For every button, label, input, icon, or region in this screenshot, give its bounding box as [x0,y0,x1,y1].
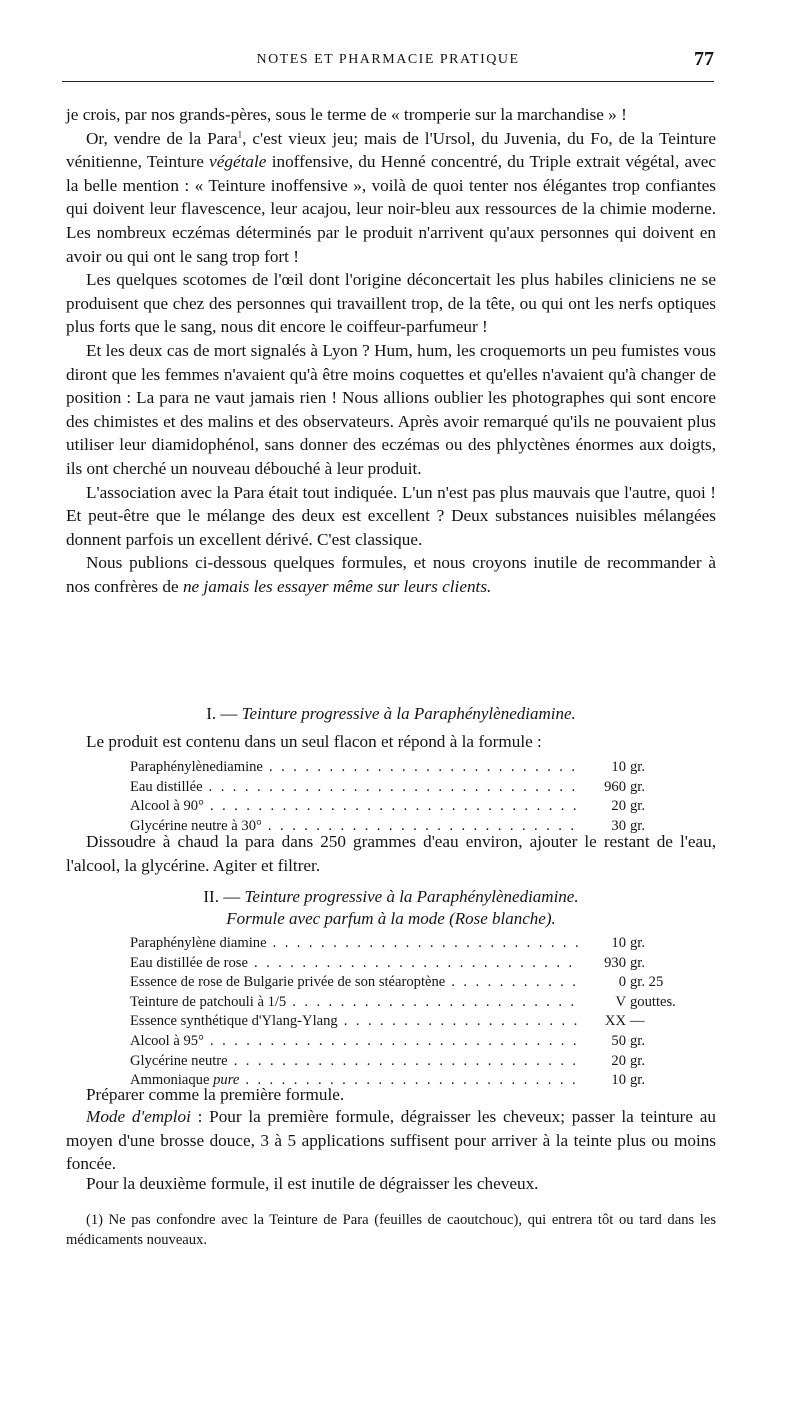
formula-1-title [66,704,716,724]
usage-paragraph [66,1105,716,1176]
ingredient-name-text: Glycérine neutre à 30° [130,817,262,834]
ingredient-name [130,934,580,954]
formula-1-table [130,758,690,836]
ingredient-row [130,993,690,1013]
ingredient-row [130,1012,690,1032]
quantity-unit: gr. [630,1032,645,1049]
quantity-unit: gr. [630,778,645,795]
quantity-value: 960 [604,778,626,795]
usage-text: : Pour la première formule, dégraisser les cheveux; passer la teinture au moyen d'une brosse douce, 3 à 5 applications suffisent pour arriver à la teinte plus ou moins foncée. [66,1107,716,1174]
ingredient-name-text: Glycérine neutre [130,1052,228,1069]
paragraph-2-emphasis: végétale [209,152,267,172]
quantity-unit: gr. [630,817,645,834]
ingredient-quantity [586,778,690,798]
quantity-value: 20 [611,1052,626,1069]
ingredient-row [130,1032,690,1052]
ingredient-name [130,1052,580,1072]
ingredient-quantity [586,758,690,778]
formula-1-intro: Le produit est contenu dans un seul flacon et répond à la formule : [86,732,542,751]
ingredient-name [130,954,580,974]
running-title: NOTES ET PHARMACIE PRATIQUE [256,52,520,67]
header-rule [62,81,714,82]
quantity-unit: gr. 25 [630,974,664,991]
ingredient-name [130,758,580,778]
ingredient-quantity [586,973,690,993]
ingredient-quantity [586,1032,690,1052]
formula-2-subtitle-rose: (Rose blanche). [449,909,556,928]
ingredient-name [130,797,580,817]
quantity-unit: gr. [630,1052,645,1069]
usage-label: Mode d'emploi [86,1107,191,1126]
quantity-value: 930 [604,954,626,971]
quantity-unit: gr. [630,935,645,951]
quantity-value: 20 [611,798,626,815]
paragraph-6 [66,551,716,598]
paragraph-1: je crois, par nos grands-pères, sous le terme de « tromperie sur la marchandise » ! [66,105,627,124]
quantity-unit: gr. [630,759,645,775]
footnote: (1) Ne pas confondre avec la Teinture de Para (feuilles de caoutchouc), qui entrera tôt ou tard dans les médicaments nouveaux. [66,1212,716,1248]
quantity-value: 50 [611,1032,626,1049]
quantity-value: V [615,993,626,1010]
quantity-unit: gr. [630,798,645,815]
ingredient-quantity [586,1012,690,1032]
formula-1-number: I. — [206,704,242,723]
quantity-value: XX [604,1013,626,1030]
ingredient-name [130,973,580,993]
ingredient-name-emphasis: pure [213,1072,240,1089]
ingredient-name-text: Eau distillée de rose [130,954,248,971]
ingredient-name-text: Eau distillée [130,778,203,795]
ingredient-quantity [586,1052,690,1072]
quantity-value: 10 [611,1072,626,1089]
paragraph-6-text: Nous publions ci-dessous quelques formules, et nous croyons inutile de recommander à nos confrères de [66,553,716,596]
formula-1-title-text: Teinture progressive à la Paraphénylènediamine. [241,704,576,723]
quantity-unit: gr. [630,954,645,971]
formula-2-instructions: Préparer comme la première formule. [86,1085,345,1104]
closing-paragraph: Pour la deuxième formule, il est inutile de dégraisser les cheveux. [86,1174,539,1193]
formula-1-instructions: Dissoudre à chaud la para dans 250 grammes d'eau environ, ajouter le restant de l'eau, l'alcool, la glycérine. Agiter et filtrer. [66,832,716,875]
ingredient-quantity [586,993,690,1013]
paragraph-2 [66,127,716,269]
body-text [66,103,716,598]
ingredient-row [130,934,690,954]
quantity-unit: gouttes. [630,993,676,1010]
formula-2-title [66,887,716,907]
paragraph-2-text-a: Or, vendre de la Para [86,128,238,148]
ingredient-row [130,954,690,974]
ingredient-name [130,993,580,1013]
ingredient-name-text: Alcool à 90° [130,798,204,815]
formula-2-table [130,934,690,1091]
quantity-value: 10 [611,935,626,951]
ingredient-quantity [586,954,690,974]
paragraph-5: L'association avec la Para était tout indiquée. L'un n'est pas plus mauvais que l'autre, quoi ! Et peut-être que le mélange des deux est excellent ? Deux substances nuisibles mélangées donnent parfois un excellent dérivé. C'est classique. [66,482,716,549]
quantity-unit: gr. [630,1072,645,1089]
paragraph-2-text-b: , c'est vieux jeu; mais de l'Ursol, du Juvenia, du Fo, de la Teinture vénitienne, Teinture [66,128,716,172]
quantity-value: 0 [618,974,626,991]
ingredient-row [130,758,690,778]
ingredient-name [130,1032,580,1052]
quantity-value: 10 [611,759,626,775]
formula-2-number: II. — [203,887,245,906]
quantity-value: 30 [611,817,626,834]
ingredient-row [130,1052,690,1072]
ingredient-name [130,778,580,798]
ingredient-row [130,973,690,993]
paragraph-2-text-c: inoffensive, du Henné concentré, du Triple extrait végétal, avec la belle mention : « Teinture inoffensive », voilà de quoi tenter nos élégantes trop confiantes qui doivent leur flavescence, leur acajou, leur noir-bleu aux ressources de la chimie moderne. Les nombreux eczémas déterminés par le produit n'arrivent qu'aux personnes qui doivent en avoir ou qui ont le sang trop fort ! [66,152,717,266]
ingredient-quantity [586,797,690,817]
ingredient-name [130,1012,580,1032]
ingredient-name-text: Essence de rose de Bulgarie privée de son stéaroptène [130,974,446,991]
ingredient-name-text: Paraphénylène diamine [130,935,267,951]
ingredient-row [130,797,690,817]
ingredient-name-text: Teinture de patchouli à 1/5 [130,993,287,1010]
formula-2-subtitle-text: Formule avec parfum à la mode [226,909,450,928]
ingredient-name-text: Paraphénylènediamine [130,759,263,775]
quantity-unit: — [630,1013,645,1030]
running-head [62,48,714,74]
ingredient-name-text: Ammoniaque [130,1072,214,1089]
page-number: 77 [694,48,714,70]
footnote-marker: 1 [237,128,243,139]
ingredient-name-text: Alcool à 95° [130,1032,204,1049]
ingredient-name-text: Essence synthétique d'Ylang-Ylang [130,1013,338,1030]
formula-2-title-text: Teinture progressive à la Paraphénylènediamine. [244,887,579,906]
ingredient-quantity [586,934,690,954]
ingredient-row [130,778,690,798]
paragraph-3: Les quelques scotomes de l'œil dont l'origine déconcertait les plus habiles cliniciens ne se produisent que chez des personnes qui travaillent trop, de la tête, ou qui ont les nerfs optiques plus forts que le sang, nous dit encore le coiffeur-parfumeur ! [66,270,716,337]
paragraph-6-emphasis: ne jamais les essayer même sur leurs clients. [182,576,492,596]
formula-2-subtitle [66,909,716,929]
paragraph-4: Et les deux cas de mort signalés à Lyon ? Hum, hum, les croquemorts un peu fumistes vous diront que les femmes n'avaient qu'à être moins coquettes et qu'elles n'avaient qu'à changer de position : La para ne vaut jamais rien ! Nous allions oublier les photographes qui sont encore des chimistes et des malins et des observateurs. Après avoir remarqué qu'ils ne pouvaient plus utiliser leur diamidophénol, sans donner des eczémas ou des phlyctènes énormes aux doigts, ils ont cherché un nouveau débouché à leur produit. [66,340,716,478]
